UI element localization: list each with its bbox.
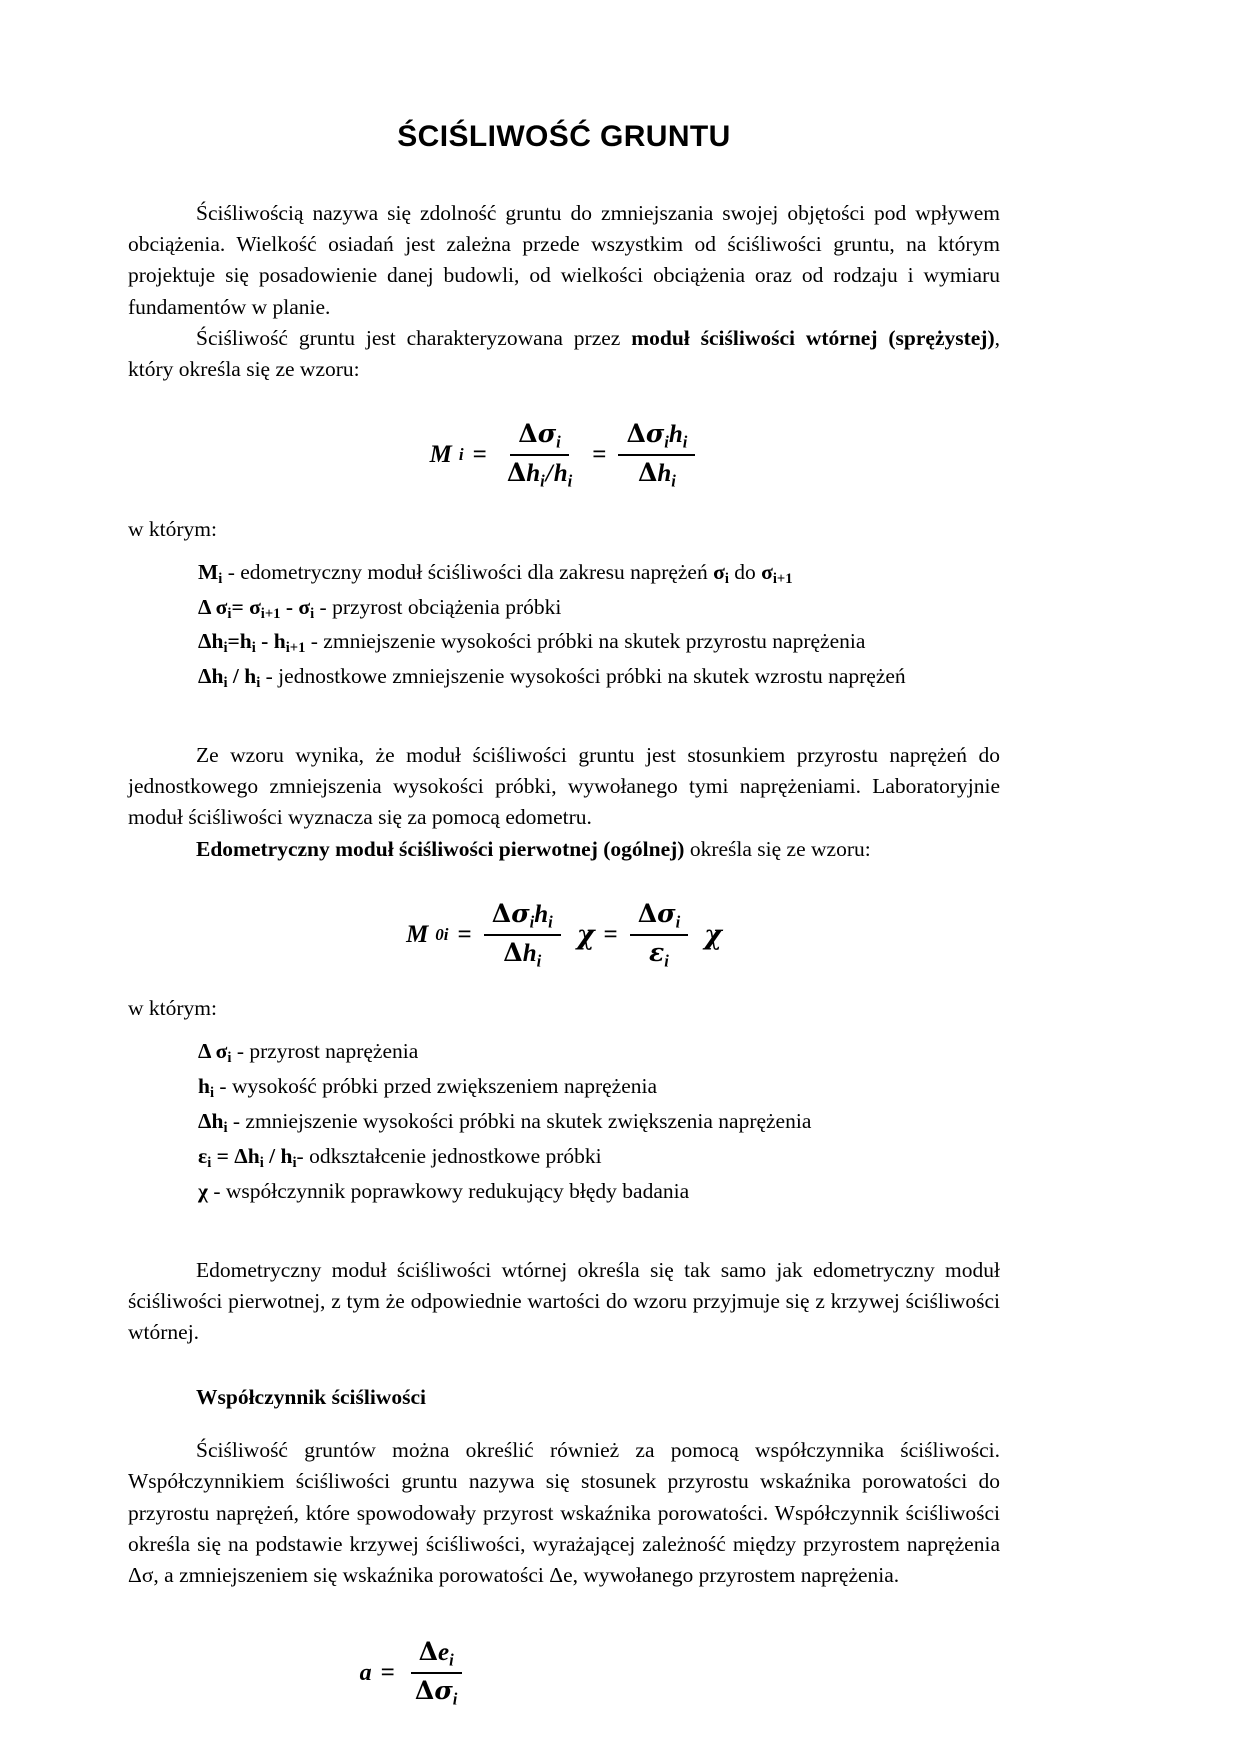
- formula-modul-scisliwosci-pierwotnej: [128, 899, 1000, 972]
- h-glyph: h: [553, 460, 568, 488]
- def-text: - przyrost naprężenia: [231, 1039, 419, 1064]
- list-item: [198, 624, 1000, 659]
- def-symbol-sub: i: [223, 1119, 228, 1136]
- paragraph-intro-2: [128, 323, 1000, 385]
- formula3-equals: =: [380, 1659, 395, 1687]
- delta-glyph: Δ: [626, 419, 646, 449]
- def-equals: =: [211, 1143, 235, 1168]
- sigma-glyph: σ: [657, 898, 676, 928]
- def-rhs-sym-1: Δh: [234, 1143, 260, 1168]
- formula1-f2-numerator: [618, 419, 695, 456]
- formula2-equals-1: =: [457, 921, 472, 948]
- def-rhs-sub-1: i: [251, 640, 256, 657]
- list-item: [198, 1139, 1000, 1174]
- delta-glyph: Δ: [637, 898, 658, 928]
- def-slash: /: [227, 664, 245, 689]
- formula2-f1-denominator: [495, 936, 549, 971]
- h-glyph: h: [522, 940, 537, 967]
- list-item: [198, 1069, 1000, 1104]
- middle-2-tail: określa się ze wzoru:: [684, 836, 871, 861]
- delta-glyph: Δ: [503, 938, 523, 967]
- slash-glyph: /: [545, 460, 553, 488]
- def-tail-sym-1: σ: [713, 559, 725, 584]
- formula2-lhs: M: [406, 921, 429, 948]
- delta-glyph: Δ: [637, 458, 658, 488]
- def-text: - współczynnik poprawkowy redukujący błędy badania: [207, 1178, 690, 1203]
- sigma-glyph: σ: [511, 898, 530, 928]
- def-rhs-sym-2: h: [280, 1143, 293, 1168]
- list-item: [198, 555, 1000, 590]
- formula2-f2-denominator: [641, 936, 677, 971]
- paragraph-intro-1: Ściśliwością nazywa się zdolność gruntu do zmniejszania swojej objętości pod wpływem obciążenia. Wielkość osiadań jest zależna przede wszystkim od ściśliwości gruntu, na którym projektuje się posadowienie danej budowli, od wielkości obciążenia oraz od rodzaju i wymiaru fundamentów w planie.: [128, 201, 1000, 319]
- def-rhs-sym-1: σ: [249, 594, 261, 619]
- def-text: - wysokość próbki przed zwiększeniem naprężenia: [214, 1074, 657, 1099]
- formula2-f2-numerator: [630, 899, 688, 936]
- def-rhs-sub-1: i+1: [260, 605, 281, 622]
- def-rhs-mid: /: [263, 1143, 281, 1168]
- index-sub: i: [536, 951, 542, 971]
- formula-modul-scisliwosci-wtornej: [128, 419, 1000, 492]
- index-sub: i: [664, 951, 669, 971]
- def-rhs-mid: -: [280, 594, 299, 619]
- formula3-numerator: [411, 1637, 462, 1674]
- def-text: - edometryczny moduł ściśliwości dla zakresu naprężeń: [222, 559, 714, 584]
- epsilon-glyph: ε: [649, 938, 665, 967]
- def-rhs-sub-2: i: [292, 1154, 297, 1171]
- chi-glyph-1: χ: [576, 919, 595, 951]
- def-symbol: Δ σ: [198, 594, 228, 619]
- def-symbol-sub: i: [218, 570, 223, 587]
- definition-list-1: [128, 555, 1000, 694]
- formula2-f1-numerator: [484, 899, 561, 936]
- list-item: [198, 659, 1000, 694]
- formula1-f1-denominator: [499, 456, 580, 491]
- def-symbol-sub: i: [227, 1050, 232, 1067]
- index-sub: i: [548, 912, 553, 931]
- def-symbol-sub: i: [223, 640, 228, 657]
- def-rhs-mid: -: [255, 629, 274, 654]
- page-content: [128, 120, 1000, 1710]
- def-symbol-sub: i: [227, 605, 232, 622]
- def-tail-sym-2: σ: [761, 559, 773, 584]
- def-symbol: Δh: [198, 664, 224, 689]
- formula-wspolczynnik-scisliwosci: [128, 1637, 1000, 1710]
- formula1-lhs: M: [429, 441, 452, 469]
- intro-2-bold: moduł ściśliwości wtórnej (sprężystej): [631, 325, 995, 350]
- def-symbol: χ: [198, 1178, 208, 1203]
- middle-2-bold: Edometryczny moduł ściśliwości pierwotnej (ogólnej): [196, 836, 685, 861]
- index-sub: i: [664, 432, 669, 452]
- def-text: - jednostkowe zmniejszenie wysokości próbki na skutek wzrostu naprężeń: [260, 664, 906, 689]
- index-sub: i: [556, 432, 561, 452]
- paragraph-tail-2: Ściśliwość gruntów można określić również za pomocą współczynnika ściśliwości. Współczynnikiem ściśliwości gruntu nazywa się stosunek przyrostu wskaźnika porowatości do przyrostu naprężeń, które spowodowały przyrost wskaźnika porowatości. Współczynnik ściśliwości określa się na podstawie krzywej ściśliwości, wyrażającej zależność między przyrostem naprężenia Δσ, a zmniejszeniem się wskaźnika porowatości Δe, wywołanego przyrostem naprężenia.: [128, 1438, 1000, 1587]
- formula1-fraction-1: [499, 419, 580, 492]
- formula1-equals-1: =: [472, 441, 487, 469]
- formula1-f2-denominator: [630, 456, 684, 491]
- delta-glyph: Δ: [414, 1676, 435, 1706]
- index-sub: i: [540, 471, 545, 491]
- def-rhs-sym-1: h: [239, 629, 252, 654]
- formula1-lhs-sub: i: [458, 445, 464, 465]
- def-rhs-sym-2: σ: [298, 594, 311, 619]
- def-tail-sub-1: i: [724, 570, 729, 587]
- delta-glyph: Δ: [491, 898, 512, 928]
- def-rhs-sub-2: i: [310, 605, 315, 622]
- formula2-lhs-sub: 0i: [435, 925, 449, 944]
- def-symbol: M: [198, 559, 219, 584]
- formula3-denominator: [407, 1674, 465, 1709]
- h-glyph: h: [668, 421, 683, 449]
- formula3-fraction: [407, 1637, 465, 1710]
- e-glyph: e: [437, 1639, 450, 1667]
- def-symbol-sub: i: [207, 1154, 212, 1171]
- definition-list-2: [128, 1034, 1000, 1208]
- delta-glyph: Δ: [506, 458, 527, 488]
- delta-glyph: Δ: [418, 1637, 438, 1667]
- def-equals: =: [227, 629, 240, 654]
- h-glyph: h: [534, 900, 549, 928]
- def-symbol: Δh: [198, 629, 224, 654]
- def-symbol: ε: [198, 1143, 208, 1168]
- index-sub: i: [567, 471, 573, 491]
- delta-glyph: Δ: [518, 419, 538, 449]
- index-sub: i: [671, 471, 676, 491]
- def-symbol: Δ σ: [198, 1039, 228, 1064]
- intro-2-tail: , który określa się ze wzoru:: [128, 325, 1000, 381]
- w-ktorym-label-1: w którym:: [128, 516, 217, 541]
- sigma-glyph: σ: [645, 419, 665, 449]
- paragraph-middle-1: Ze wzoru wynika, że moduł ściśliwości gruntu jest stosunkiem przyrostu naprężeń do jednostkowego zmniejszenia wysokości próbki, wywołanego tymi naprężeniami. Laboratoryjnie moduł ściśliwości wyznacza się za pomocą edometru.: [128, 743, 1000, 830]
- def-text: - przyrost obciążenia próbki: [314, 594, 562, 619]
- formula2-equals-2: =: [603, 921, 618, 948]
- def-tail-sub-2: i+1: [772, 570, 793, 587]
- h-glyph: h: [657, 460, 672, 488]
- index-sub: i: [682, 432, 688, 452]
- def-symbol-2-sub: i: [256, 675, 261, 692]
- sigma-glyph: σ: [537, 419, 557, 449]
- index-sub: i: [452, 1689, 458, 1709]
- chi-glyph-2: χ: [704, 919, 722, 951]
- def-text: - zmniejszenie wysokości próbki na skutek zwiększenia naprężenia: [227, 1109, 812, 1134]
- paragraph-middle-2: [128, 834, 1000, 865]
- formula2-fraction-2: [630, 899, 688, 972]
- index-sub: i: [449, 1650, 454, 1670]
- list-item: [198, 590, 1000, 625]
- def-symbol: h: [198, 1074, 210, 1099]
- w-ktorym-label-2: w którym:: [128, 996, 217, 1021]
- def-symbol: Δh: [198, 1109, 224, 1134]
- formula1-fraction-2: [618, 419, 695, 492]
- def-tail-mid: do: [728, 559, 762, 584]
- list-item: [198, 1034, 1000, 1069]
- list-item: [198, 1104, 1000, 1139]
- def-symbol-sub: i: [223, 675, 228, 692]
- h-glyph: h: [526, 460, 541, 488]
- def-text: - odkształcenie jednostkowe próbki: [296, 1143, 602, 1168]
- list-item: [198, 1174, 1000, 1209]
- sigma-glyph: σ: [434, 1676, 453, 1706]
- def-equals: =: [231, 594, 250, 619]
- def-rhs-sub-1: i: [259, 1154, 264, 1171]
- def-text: - zmniejszenie wysokości próbki na skutek przyrostu naprężenia: [305, 629, 866, 654]
- formula2-fraction-1: [484, 899, 561, 972]
- index-sub: i: [529, 912, 535, 931]
- def-rhs-sub-2: i+1: [285, 640, 306, 657]
- formula1-f1-numerator: [510, 419, 568, 456]
- def-symbol-sub: i: [209, 1085, 215, 1102]
- def-rhs-sym-2: h: [273, 629, 286, 654]
- formula1-equals-2: =: [592, 441, 607, 469]
- formula3-lhs: a: [359, 1659, 372, 1686]
- index-sub: i: [675, 912, 681, 931]
- intro-2-lead: Ściśliwość gruntu jest charakteryzowana przez: [196, 325, 632, 350]
- paragraph-tail-1: Edometryczny moduł ściśliwości wtórnej określa się tak samo jak edometryczny moduł ściśliwości pierwotnej, z tym że odpowiednie wartości do wzoru przyjmuje się z krzywej ściśliwości wtórnej.: [128, 1257, 1000, 1344]
- def-symbol-2: h: [244, 664, 257, 689]
- page-title: ŚCIŚLIWOŚĆ GRUNTU: [397, 120, 731, 153]
- section-heading-wspolczynnik: Współczynnik ściśliwości: [196, 1385, 426, 1410]
